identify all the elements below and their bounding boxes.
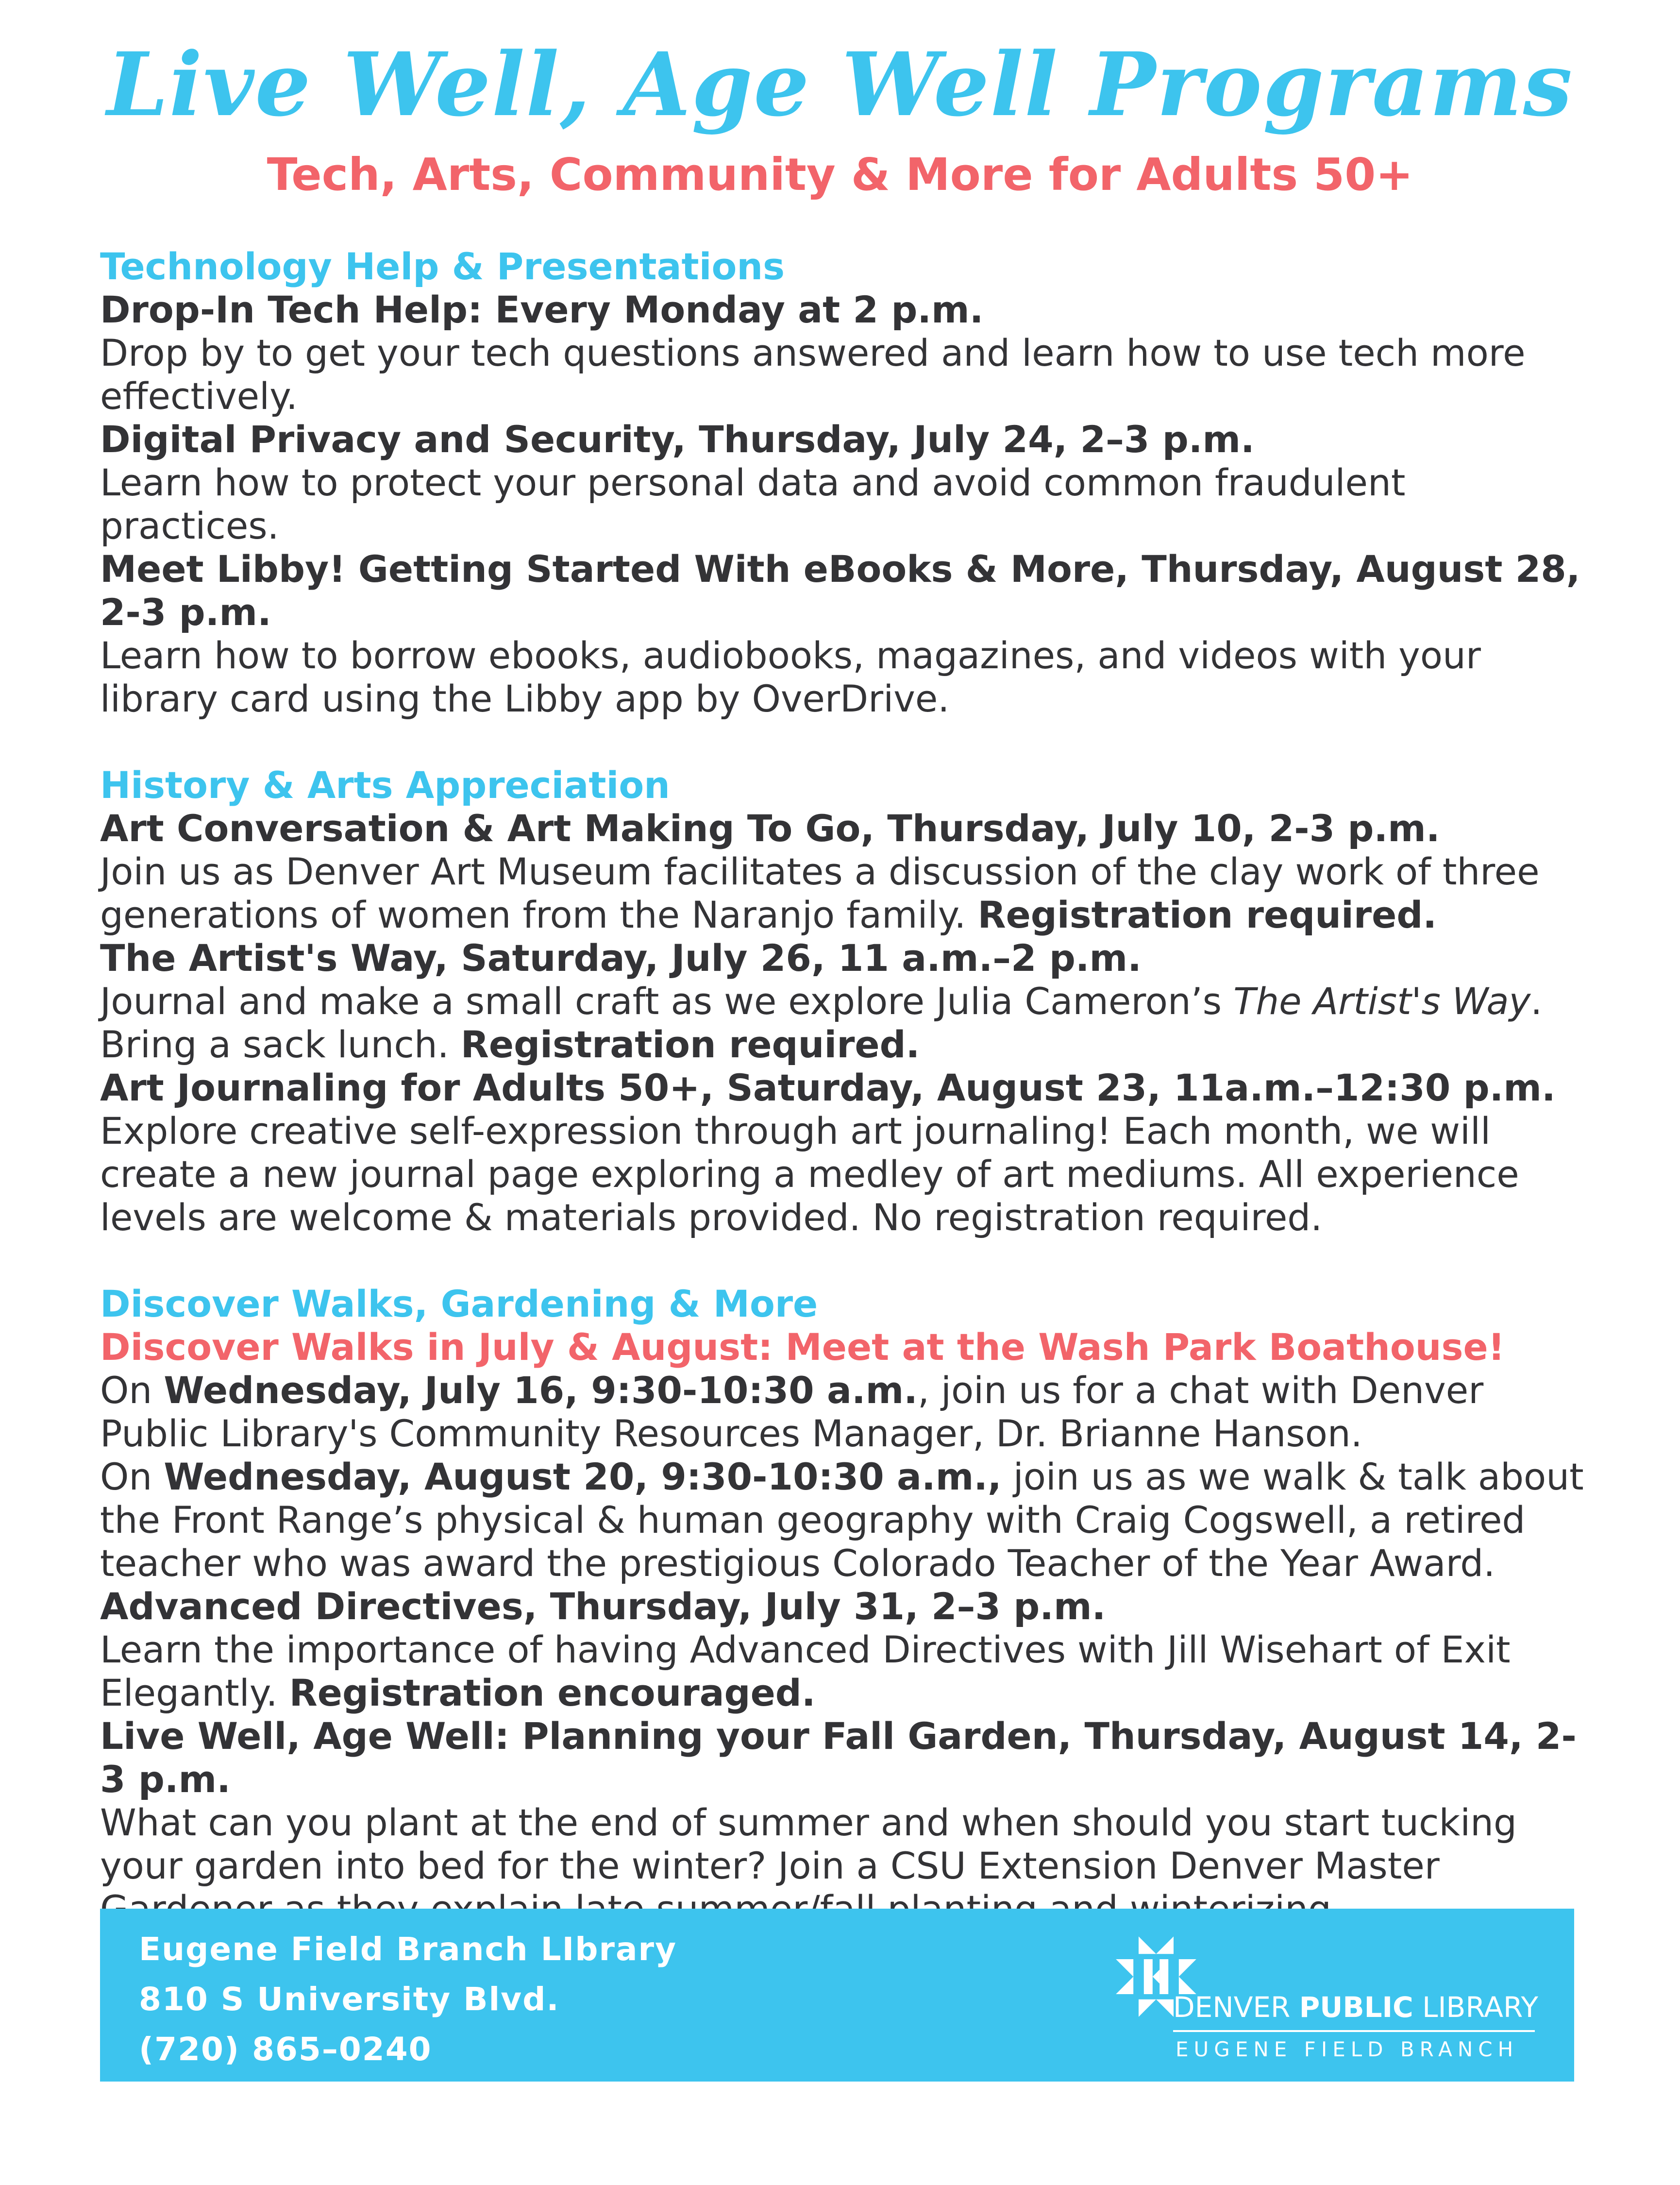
logo-word-denver: DENVER bbox=[1173, 1991, 1291, 2024]
branch-address: 810 S University Blvd. bbox=[139, 1981, 560, 2018]
event-title-drop-in-tech: Drop-In Tech Help: Every Monday at 2 p.m. bbox=[100, 288, 984, 331]
event-title-fall-garden: Live Well, Age Well: Planning your Fall Garden, Thursday, August 14, 2-3 p.m. bbox=[100, 1715, 1577, 1801]
event-title-digital-privacy: Digital Privacy and Security, Thursday, July 24, 2–3 p.m. bbox=[100, 418, 1255, 461]
event-desc-digital-privacy: Learn how to protect your personal data and avoid common fraudulent practices. bbox=[100, 461, 1406, 547]
event-desc-drop-in-tech: Drop by to get your tech questions answered and learn how to use tech more effectively. bbox=[100, 332, 1526, 418]
walk-date: Wednesday, July 16, 9:30-10:30 a.m. bbox=[164, 1369, 918, 1412]
event-title-libby: Meet Libby! Getting Started With eBooks & More, Thursday, August 28, 2-3 p.m. bbox=[100, 548, 1580, 634]
book-title: The Artist's Way bbox=[1233, 980, 1531, 1023]
walk-text: join us as we walk & talk about the Front Range’s physical & human geography with Craig Cogswell, a retired teacher who was award the prestigious Colorado Teacher of the Year Award. bbox=[100, 1456, 1584, 1585]
branch-contact bbox=[139, 1924, 677, 2074]
registration-note: Registration encouraged. bbox=[289, 1672, 816, 1714]
event-desc-text: Journal and make a small craft as we explore Julia Cameron’s bbox=[100, 980, 1222, 1023]
branch-phone: (720) 865–0240 bbox=[139, 2031, 432, 2068]
event-desc-art-journaling: Explore creative self-expression through art journaling! Each month, we will create a new journal page exploring a medley of art mediums. All experience levels are welcome & materials provided. No registration required. bbox=[100, 1110, 1519, 1239]
walk-desc-july bbox=[100, 1369, 1586, 1456]
section-heading-walks: Discover Walks, Gardening & More bbox=[100, 1283, 818, 1325]
logo-branch-name: EUGENE FIELD BRANCH bbox=[1176, 2037, 1519, 2061]
event-title-art-conversation: Art Conversation & Art Making To Go, Thursday, July 10, 2-3 p.m. bbox=[100, 807, 1440, 850]
program-list bbox=[100, 245, 1586, 1974]
event-desc-art-conversation bbox=[100, 850, 1586, 937]
section-heading-technology: Technology Help & Presentations bbox=[100, 245, 785, 288]
event-title-art-journaling: Art Journaling for Adults 50+, Saturday, August 23, 11a.m.–12:30 p.m. bbox=[100, 1067, 1556, 1109]
logo-word-library: LIBRARY bbox=[1422, 1991, 1538, 2024]
walk-date: Wednesday, August 20, 9:30-10:30 a.m., bbox=[164, 1456, 1002, 1498]
event-desc-fall-garden: What can you plant at the end of summer and when should you start tucking your garden into bed for the winter? Join a CSU Extension Denver Master bbox=[100, 1801, 1517, 1887]
branch-footer bbox=[100, 1909, 1574, 2082]
walk-desc-august bbox=[100, 1456, 1586, 1585]
event-desc-text: . Bring a sack lunch. bbox=[100, 980, 1543, 1066]
walk-on: On bbox=[100, 1369, 152, 1412]
page-title: Live Well, Age Well Programs bbox=[106, 34, 1574, 136]
event-desc-libby: Learn how to borrow ebooks, audiobooks, magazines, and videos with your library card using the Libby app by OverDrive. bbox=[100, 634, 1481, 720]
section-heading-arts: History & Arts Appreciation bbox=[100, 764, 670, 807]
section-walks bbox=[100, 1283, 1586, 1931]
logo-wordmark bbox=[1173, 1990, 1538, 2024]
walk-on: On bbox=[100, 1456, 152, 1498]
section-subheading-walks: Discover Walks in July & August: Meet at the Wash Park Boathouse! bbox=[100, 1326, 1505, 1369]
event-desc-text: Learn the importance of having Advanced Directives with Jill Wisehart of Exit Elegantly. bbox=[100, 1628, 1511, 1714]
denver-public-library-logo bbox=[1112, 1933, 1540, 2064]
page-subtitle: Tech, Arts, Community & More for Adults 50+ bbox=[267, 149, 1413, 201]
branch-name: Eugene Field Branch LIbrary bbox=[139, 1931, 677, 1968]
event-desc-advanced-directives bbox=[100, 1628, 1586, 1715]
logo-word-public: PUBLIC bbox=[1299, 1991, 1413, 2024]
event-title-artists-way: The Artist's Way, Saturday, July 26, 11 a.m.–2 p.m. bbox=[100, 937, 1142, 980]
event-title-advanced-directives: Advanced Directives, Thursday, July 31, 2–3 p.m. bbox=[100, 1585, 1106, 1628]
event-desc-text: Join us as Denver Art Museum facilitates a discussion of the clay work of three generations of women from the Naranjo family. bbox=[100, 850, 1540, 936]
registration-note: Registration required. bbox=[460, 1023, 920, 1066]
event-desc-artists-way bbox=[100, 980, 1586, 1067]
registration-note: Registration required. bbox=[977, 894, 1437, 936]
section-arts bbox=[100, 764, 1586, 1239]
walk-text: , join us for a chat with Denver Public Library's Community Resources Manager, Dr. Brianne Hanson. bbox=[100, 1369, 1484, 1455]
section-technology bbox=[100, 245, 1586, 721]
logo-divider bbox=[1173, 2030, 1535, 2032]
